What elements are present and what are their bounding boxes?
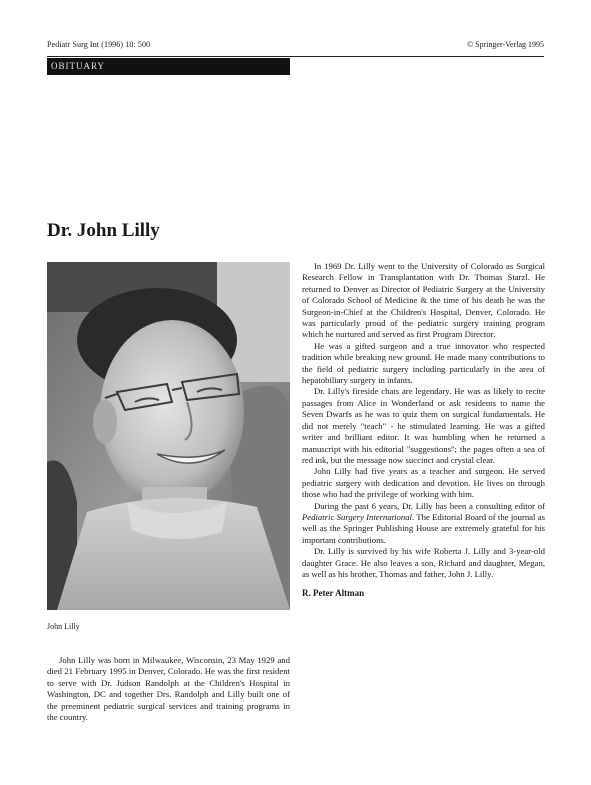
paragraph-teaching: Dr. Lilly's fireside chats are legendary. He was as likely to recite passages from Alice in Wonderland or ask residents to name the Seven Dwarfs as he was to quiz them on surgical fundamentals. He did not merely "teach" - he stimulated learning. He was a gifted writer and brilliant editor. It was humbling when he returned a manuscript with his editorial "suggestions"; the pages often a sea of red ink, but the message now succinct and crystal clear. <box>302 386 545 465</box>
paragraph-surgeon: He was a gifted surgeon and a true innovator who respected tradition while breaking new ground. He made many contributions to the field of pediatric surgery including particularly in the area of hepatobiliary surgery in infants. <box>302 340 545 386</box>
author-signature: R. Peter Altman <box>302 588 365 599</box>
header-rule <box>47 56 544 57</box>
portrait-photo <box>47 262 290 610</box>
section-banner <box>47 58 290 75</box>
journal-name: Pediatric Surgery International <box>302 511 412 522</box>
article-column-left <box>47 655 290 723</box>
editor-text-pre: During the past 6 years, Dr. Lilly has been a consulting editor of <box>314 500 545 511</box>
paragraph-colorado: In 1969 Dr. Lilly went to the University of Colorado as Surgical Research Fellow in Transplantation with Dr. Thomas Starzl. He returned to Denver as Director of Pediatric Surgery at the University of Colorado School of Medicine & the time of his death he was the Surgeon-in-Chief at the Children's Hospital, Denver, Colorado. He was particularly proud of the pediatric surgery training program which he nurtured and served as first Program Director. <box>302 261 545 340</box>
paragraph-legacy: John Lilly had five years as a teacher and surgeon. He served pediatric surgery with dedication and devotion. He lives on through those who had the privilege of working with him. <box>302 466 545 500</box>
article-column-right <box>302 261 545 600</box>
journal-citation: Pediatr Surg Int (1996) 10: 500 <box>47 40 151 49</box>
section-label: OBITUARY <box>51 61 106 71</box>
paragraph-editor <box>302 501 545 547</box>
editor-text-post: . The Editorial Board of the journal as well as the Springer Publishing House are extremely grateful for his important contributions. <box>302 511 545 545</box>
paragraph-text: John Lilly was born in Milwaukee, Wisconsin, 23 May 1929 and died 21 February 1995 in Denver, Colorado. He was the first resident to serve with Dr. Judson Randolph at the Children's Hospital in Washington, DC and together Drs. Randolph and Lilly built one of the preeminent pediatric surgical services and training programs in the country. <box>47 655 290 723</box>
photo-caption: John Lilly <box>47 622 80 631</box>
page-title: Dr. John Lilly <box>47 220 160 241</box>
paragraph-birth <box>47 655 290 723</box>
paragraph-family: Dr. Lilly is survived by his wife Roberta J. Lilly and 3-year-old daughter Grace. He also leaves a son, Richard and daughter, Megan, as well as his brother, Thomas and father, John J. Lilly. <box>302 546 545 579</box>
publisher-copyright: © Springer-Verlag 1995 <box>466 40 544 49</box>
